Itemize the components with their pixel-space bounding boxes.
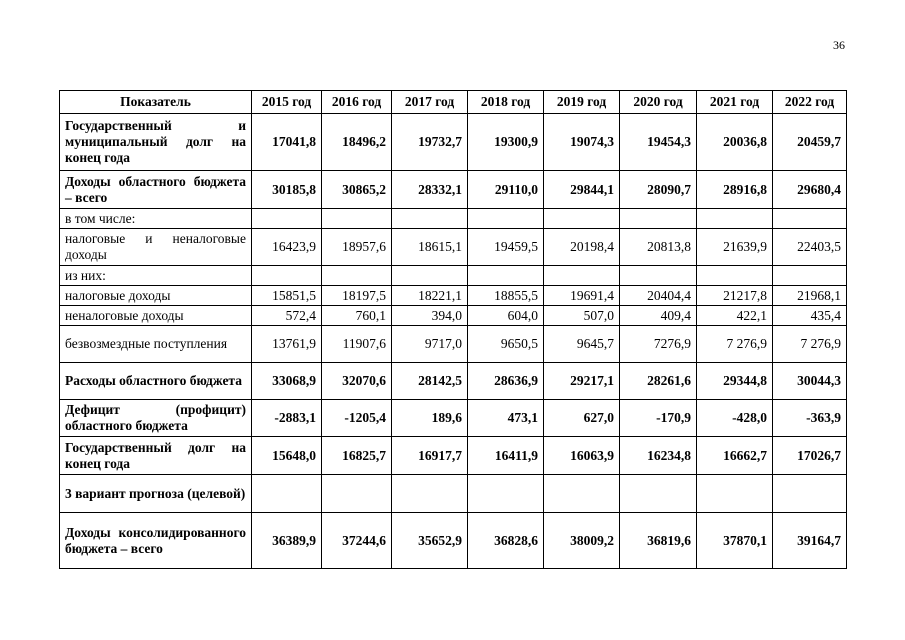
table-row [60,171,847,209]
table-row [60,114,847,171]
value-cell [620,209,697,229]
value-cell: 32070,6 [322,363,392,400]
page-number: 36 [833,38,845,52]
value-cell: 28636,9 [468,363,544,400]
value-cell: -170,9 [620,400,697,437]
value-cell: 18496,2 [322,114,392,171]
value-cell: 18957,6 [322,229,392,266]
value-cell: 28261,6 [620,363,697,400]
value-cell: 28090,7 [620,171,697,209]
value-cell: 19691,4 [544,286,620,306]
value-cell: 30044,3 [773,363,847,400]
value-cell: 30865,2 [322,171,392,209]
value-cell: 16423,9 [252,229,322,266]
value-cell [468,266,544,286]
table-header-row [60,91,847,114]
value-cell [468,209,544,229]
value-cell: 39164,7 [773,513,847,569]
value-cell [544,475,620,513]
value-cell: 18197,5 [322,286,392,306]
value-cell: 604,0 [468,306,544,326]
value-cell: 7276,9 [620,326,697,363]
row-label: 3 вариант прогноза (целевой) [60,475,252,513]
table-row [60,475,847,513]
value-cell: 7 276,9 [773,326,847,363]
value-cell: 473,1 [468,400,544,437]
value-cell: 16662,7 [697,437,773,475]
value-cell: 15851,5 [252,286,322,306]
value-cell: 22403,5 [773,229,847,266]
row-label: безвозмездные поступления [60,326,252,363]
value-cell: 9650,5 [468,326,544,363]
value-cell: 28916,8 [697,171,773,209]
value-cell: 28142,5 [392,363,468,400]
value-cell [544,209,620,229]
value-cell: 29110,0 [468,171,544,209]
value-cell: 20813,8 [620,229,697,266]
row-label: налоговые доходы [60,286,252,306]
table-row [60,306,847,326]
value-cell: 409,4 [620,306,697,326]
value-cell [773,209,847,229]
value-cell: 21639,9 [697,229,773,266]
table-row [60,437,847,475]
value-cell [697,209,773,229]
value-cell: 17026,7 [773,437,847,475]
value-cell: 189,6 [392,400,468,437]
row-label: Доходы консолидированного бюджета – всего [60,513,252,569]
value-cell: 17041,8 [252,114,322,171]
value-cell: 11907,6 [322,326,392,363]
table-row [60,209,847,229]
value-cell: 38009,2 [544,513,620,569]
value-cell: 21968,1 [773,286,847,306]
column-header-year: 2022 год [773,91,847,114]
value-cell: 435,4 [773,306,847,326]
value-cell: 29217,1 [544,363,620,400]
value-cell: 20404,4 [620,286,697,306]
value-cell [322,266,392,286]
value-cell [773,475,847,513]
value-cell: 627,0 [544,400,620,437]
value-cell [322,475,392,513]
value-cell: 18615,1 [392,229,468,266]
value-cell: 20036,8 [697,114,773,171]
value-cell: -428,0 [697,400,773,437]
row-label: Дефицит (профицит) областного бюджета [60,400,252,437]
table-row [60,286,847,306]
table-row [60,229,847,266]
row-label: из них: [60,266,252,286]
value-cell: 37244,6 [322,513,392,569]
value-cell: 13761,9 [252,326,322,363]
value-cell: 19459,5 [468,229,544,266]
row-label: в том числе: [60,209,252,229]
value-cell: 18221,1 [392,286,468,306]
value-cell: 19732,7 [392,114,468,171]
value-cell: 16063,9 [544,437,620,475]
row-label: Государственный и муниципальный долг на конец года [60,114,252,171]
value-cell: 9645,7 [544,326,620,363]
value-cell: 507,0 [544,306,620,326]
table-row [60,326,847,363]
column-header-year: 2021 год [697,91,773,114]
column-header-year: 2016 год [322,91,392,114]
row-label: налоговые и неналоговые доходы [60,229,252,266]
row-label: Расходы областного бюджета [60,363,252,400]
column-header-year: 2018 год [468,91,544,114]
value-cell: 572,4 [252,306,322,326]
column-header-year: 2015 год [252,91,322,114]
row-label: неналоговые доходы [60,306,252,326]
row-label: Государственный долг на конец года [60,437,252,475]
value-cell: 29680,4 [773,171,847,209]
value-cell: -1205,4 [322,400,392,437]
value-cell: 21217,8 [697,286,773,306]
value-cell: 7 276,9 [697,326,773,363]
column-header-indicator: Показатель [60,91,252,114]
value-cell: 16825,7 [322,437,392,475]
value-cell: 19300,9 [468,114,544,171]
value-cell: 18855,5 [468,286,544,306]
value-cell: 35652,9 [392,513,468,569]
value-cell: 29844,1 [544,171,620,209]
table-body [60,114,847,569]
value-cell: 36828,6 [468,513,544,569]
value-cell [773,266,847,286]
value-cell: 19074,3 [544,114,620,171]
value-cell: 422,1 [697,306,773,326]
value-cell [252,475,322,513]
value-cell: -363,9 [773,400,847,437]
column-header-year: 2019 год [544,91,620,114]
value-cell [392,266,468,286]
value-cell [468,475,544,513]
column-header-year: 2020 год [620,91,697,114]
value-cell [544,266,620,286]
value-cell: 28332,1 [392,171,468,209]
value-cell: 16234,8 [620,437,697,475]
value-cell: 19454,3 [620,114,697,171]
value-cell [620,475,697,513]
value-cell: 394,0 [392,306,468,326]
value-cell: 36819,6 [620,513,697,569]
budget-table [59,90,847,569]
value-cell [252,209,322,229]
value-cell: 37870,1 [697,513,773,569]
value-cell: 15648,0 [252,437,322,475]
row-label: Доходы областного бюджета – всего [60,171,252,209]
value-cell [392,209,468,229]
value-cell: 16917,7 [392,437,468,475]
table-row [60,363,847,400]
table-row [60,400,847,437]
value-cell [322,209,392,229]
value-cell: 29344,8 [697,363,773,400]
value-cell: 760,1 [322,306,392,326]
value-cell: 30185,8 [252,171,322,209]
table-row [60,266,847,286]
column-header-year: 2017 год [392,91,468,114]
value-cell [252,266,322,286]
value-cell: -2883,1 [252,400,322,437]
value-cell [620,266,697,286]
value-cell: 20198,4 [544,229,620,266]
value-cell: 33068,9 [252,363,322,400]
value-cell: 20459,7 [773,114,847,171]
value-cell: 36389,9 [252,513,322,569]
value-cell: 16411,9 [468,437,544,475]
table-row [60,513,847,569]
value-cell [392,475,468,513]
value-cell [697,475,773,513]
value-cell [697,266,773,286]
value-cell: 9717,0 [392,326,468,363]
